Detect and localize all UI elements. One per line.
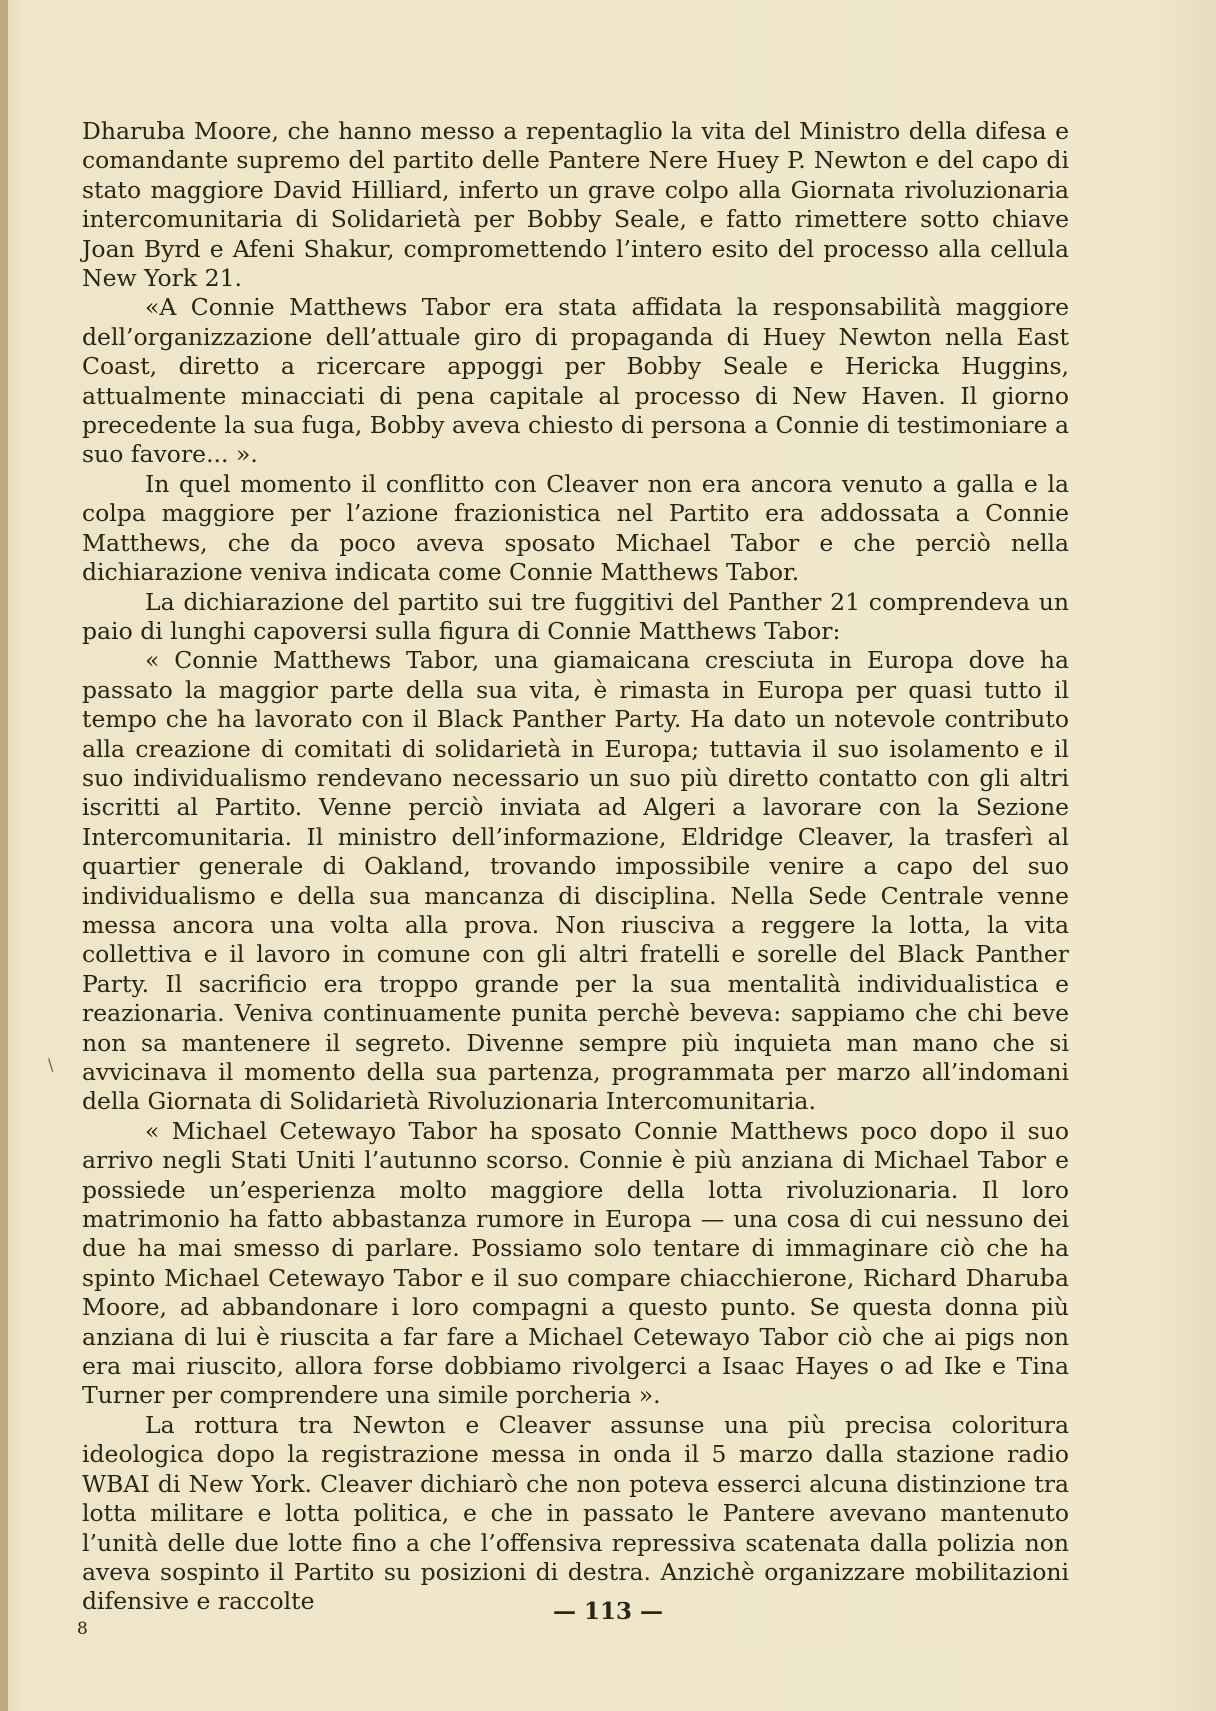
body-text xyxy=(82,117,1069,1617)
paragraph: «A Connie Matthews Tabor era stata affidata la responsabilità maggiore dell’organizzazione dell’attuale giro di propaganda di Huey Newton nella East Coast, diretto a ricercare appoggi per Bobby Seale e Hericka Huggins, attualmente minacciati di pena capitale al processo di New Haven. Il giorno precedente la sua fuga, Bobby aveva chiesto di persona a Connie di testimoniare a suo favore... ». xyxy=(82,293,1069,469)
paragraph: La dichiarazione del partito sui tre fuggitivi del Panther 21 comprendeva un paio di lunghi capoversi sulla figura di Connie Matthews Tabor: xyxy=(82,587,1069,645)
paragraph: « Michael Cetewayo Tabor ha sposato Connie Matthews poco dopo il suo arrivo negli Stati Uniti l’autunno scorso. Connie è più anziana di Michael Tabor e possiede un’esperienza molto maggiore della lotta rivoluzionaria. Il loro matrimonio ha fatto abbastanza rumore in Europa — una cosa di cui nessuno dei due ha mai smesso di parlare. Possiamo solo tentare di immaginare ciò che ha spinto Michael Cetewayo Tabor e il suo compare chiacchierone, Richard Dharuba Moore, ad abbandonare i loro compagni a questo punto. Se questa donna più anziana di lui è riuscita a far fare a Michael Cetewayo Tabor ciò che ai pigs non era mai riuscito, allora forse dobbiamo rivolgerci a Isaac Hayes o ad Ike e Tina Turner per comprendere una simile porcheria ». xyxy=(82,1116,1069,1410)
paragraph: « Connie Matthews Tabor, una giamaicana cresciuta in Europa dove ha passato la maggior parte della sua vita, è rimasta in Europa per quasi tutto il tempo che ha lavorato con il Black Panther Party. Ha dato un notevole contributo alla creazione di comitati di solidarietà in Europa; tuttavia il suo isolamento e il suo individualismo rendevano necessario un suo più diretto contatto con gli altri iscritti al Partito. Venne perciò inviata ad Algeri a lavorare con la Sezione Intercomunitaria. Il ministro dell’informazione, Eldridge Cleaver, la trasferì al quartier generale di Oakland, trovando impossibile venire a capo del suo individualismo e della sua mancanza di disciplina. Nella Sede Centrale venne messa ancora una volta alla prova. Non riusciva a reggere la lotta, la vita collettiva e il lavoro in comune con gli altri fratelli e sorelle del Black Panther Party. Il sacrificio era troppo grande per la sua mentalità individualistica e reazionaria. Veniva continuamente punita perchè beveva: sappiamo che chi beve non sa mantenere il segreto. Divenne sempre più inquieta man mano che si avvicinava il momento della sua partenza, programmata per marzo all’indomani della Giornata di Solidarietà Rivoluzionaria Intercomunitaria. xyxy=(82,646,1069,1116)
signature-mark: 8 xyxy=(77,1619,88,1639)
paragraph: La rottura tra Newton e Cleaver assunse una più precisa coloritura ideologica dopo la registrazione messa in onda il 5 marzo dalla stazione radio WBAI di New York. Cleaver dichiarò che non poteva esserci alcuna distinzione tra lotta militare e lotta politica, e che in passato le Pantere avevano mantenuto l’unità delle due lotte fino a che l’offensiva repressiva scatenata dalla polizia non aveva sospinto il Partito su posizioni di destra. Anzichè organizzare mobilitazioni difensive e raccolte xyxy=(82,1410,1069,1616)
paragraph: Dharuba Moore, che hanno messo a repentaglio la vita del Ministro della difesa e comandante supremo del partito delle Pantere Nere Huey P. Newton e del capo di stato maggiore David Hilliard, inferto un grave colpo alla Giornata rivoluzionaria intercomunitaria di Solidarietà per Bobby Seale, e fatto rimettere sotto chiave Joan Byrd e Afeni Shakur, compromettendo l’intero esito del processo alla cellula New York 21. xyxy=(82,117,1069,293)
margin-pencil-mark: \ xyxy=(48,1055,54,1074)
paragraph: In quel momento il conflitto con Cleaver non era ancora venuto a galla e la colpa maggiore per l’azione frazionistica nel Partito era addossata a Connie Matthews, che da poco aveva sposato Michael Tabor e che perciò nella dichiarazione veniva indicata come Connie Matthews Tabor. xyxy=(82,469,1069,587)
page-number: — 113 — xyxy=(552,1598,664,1625)
page-spine-shadow xyxy=(0,0,8,1711)
